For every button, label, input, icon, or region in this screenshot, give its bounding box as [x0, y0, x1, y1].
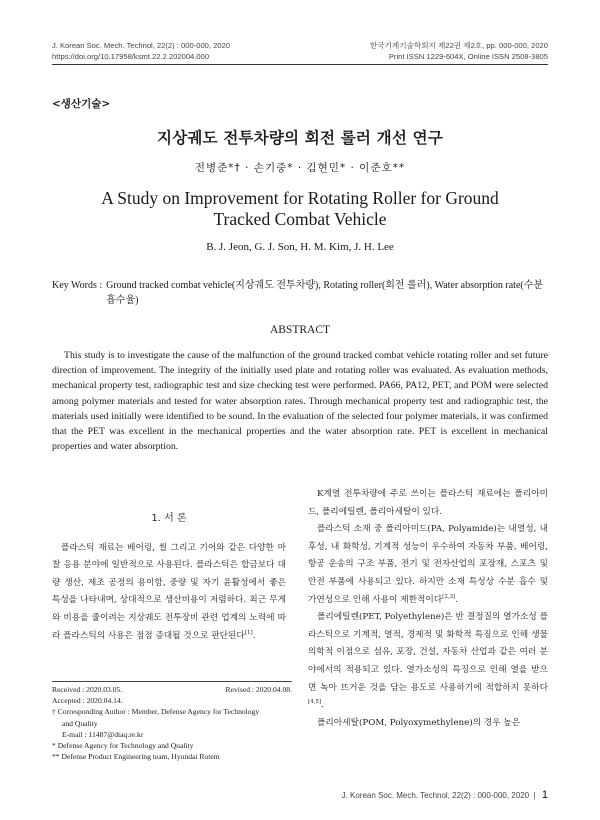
- received-date: Received : 2020.03.05.: [52, 685, 123, 694]
- journal-citation-ko: 한국기계기술학회지 제22권 제2호, pp. 000-000, 2020: [369, 41, 548, 50]
- right-column: [308, 486, 548, 732]
- keywords: [52, 278, 548, 308]
- citation-ref[interactable]: [4,5]: [308, 699, 322, 706]
- authors-korean: 전병준*† · 손기중* · 김현민* · 이준호**: [194, 162, 406, 174]
- keywords-text: Ground tracked combat vehicle(지상궤도 전투차량), Rotating roller(회전 롤러), Water absorption rate(수분 흡수율): [106, 280, 544, 306]
- authors-english: B. J. Jeon, G. J. Son, H. M. Kim, J. H. Lee: [206, 241, 394, 253]
- journal-citation: J. Korean Soc. Mech. Technol, 22(2) : 000-000, 2020: [52, 41, 230, 50]
- citation-ref[interactable]: [1]: [244, 629, 253, 636]
- running-header: [52, 40, 548, 62]
- affiliation-2: ** Defense Product Engineering team, Hyundai Rotem: [52, 752, 220, 762]
- affiliation-1: * Defense Agency for Technology and Quality: [52, 741, 194, 751]
- body-paragraph: 폴리아세탈(POM, Polyoxymethylene)의 경우 높은: [317, 717, 521, 728]
- body-paragraph: K계열 전투차량에 주로 쓰이는 플라스틱 재료에는 폴리아미드, 폴리에틸렌, 폴리아세탈이 있다.: [308, 489, 548, 517]
- left-column: [52, 510, 286, 645]
- doi-link[interactable]: https://doi.org/10.17958/ksmt.22.2.202004.000: [52, 52, 210, 61]
- footnote-divider: [52, 681, 292, 682]
- citation-ref[interactable]: [2,3]: [442, 593, 456, 600]
- page-number: 1: [541, 789, 548, 801]
- body-paragraph: 폴리에틸렌(PET, Polyethylene)은 반 결정질의 열가소성 플라스틱으로 기계적, 열적, 경제적 및 화학적 특징으로 인해 생물 의학적 이점으로 섬유, 포장, 건설, 자동차 산업과 같은 여러 분야에서의 적용되고 있다. 열가소성의 특징으로 인해 열을 받으면 녹아 뜨거운 것을 담는 용도로 사용하기에 적합하지 못하다[4,5].: [308, 612, 548, 711]
- footer-separator: |: [531, 791, 536, 800]
- footnotes: [52, 684, 292, 762]
- title-english-line1: A Study on Improvement for Rotating Roller for Ground: [101, 188, 499, 208]
- abstract-title: ABSTRACT: [269, 324, 331, 336]
- intro-paragraph: 플라스틱 재료는 베어링, 씰 그리고 기어와 같은 다양한 마찰 응용 분야에 일반적으로 사용된다. 플라스틱은 합금보다 대량 생산, 제조 공정의 용이함, 중량 및 자기 윤활성에서 좋은 특성을 나타내며, 상대적으로 생산비용이 저렴하다. 최근 무게와 비용을 줄이려는 지상궤도 전투장비 관련 업계의 노력에 따라 플라스틱의 사용은 점점 증대될 것으로 판단된다[1].: [52, 542, 286, 641]
- title-english-line2: Tracked Combat Vehicle: [213, 209, 387, 229]
- header-divider: [52, 64, 548, 65]
- body-paragraph: 플라스틱 소재 중 폴리아미드(PA, Polyamide)는 내열성, 내후성, 내 화학성, 기계적 성능이 우수하여 자동차 부품, 베어링, 항공 운송의 구조 부품, 전기 및 전자산업의 포장재, 스포츠 및 안전 부품에 사용되고 있다. 하지만 소재 특성상 수분 흡수 및 가연성으로 인해 사용이 제한적이다[2,3].: [308, 524, 548, 605]
- page-footer: [342, 789, 548, 801]
- footer-citation: J. Korean Soc. Mech. Technol, 22(2) : 000-000, 2020: [341, 791, 530, 800]
- accepted-date: Accepted : 2020.04.14.: [52, 696, 123, 706]
- title-english: [0, 188, 600, 230]
- section-heading-intro: 1. 서 론: [151, 513, 187, 524]
- section-tag: <생산기술>: [52, 98, 111, 110]
- corresponding-author-cont: and Quality: [62, 718, 98, 728]
- title-korean: 지상궤도 전투차량의 회전 롤러 개선 연구: [157, 129, 443, 147]
- keywords-label: Key Words :: [52, 280, 103, 291]
- corresponding-author: † Corresponding Author : Member, Defense Agency for Technology: [52, 707, 260, 717]
- author-email[interactable]: E-mail : 11487@dtaq.re.kr: [62, 729, 144, 739]
- issn-info: Print ISSN 1229-604X, Online ISSN 2508-3805: [388, 52, 548, 61]
- revised-date: Revised : 2020.04.08.: [225, 685, 292, 694]
- abstract-body: This study is to investigate the cause of the malfunction of the ground tracked combat vehicle rotating roller and set future direction of improvement. The integrity of the initially used plate and rotating roller was evaluated. As evaluation methods, mechanical property test, radiographic test and size checking test were performed. PA66, PA12, PET, and POM were selected among polymer materials and tested for water absorption rates. Through mechanical property test and radiographic test, the materials used initially were identified to be sound. In the evaluation of the selected four polymer materials, it was confirmed that the PET was excellent in the mechanical properties and the water absorption rate. PET is excellent in mechanical properties and water absorption.: [52, 350, 548, 453]
